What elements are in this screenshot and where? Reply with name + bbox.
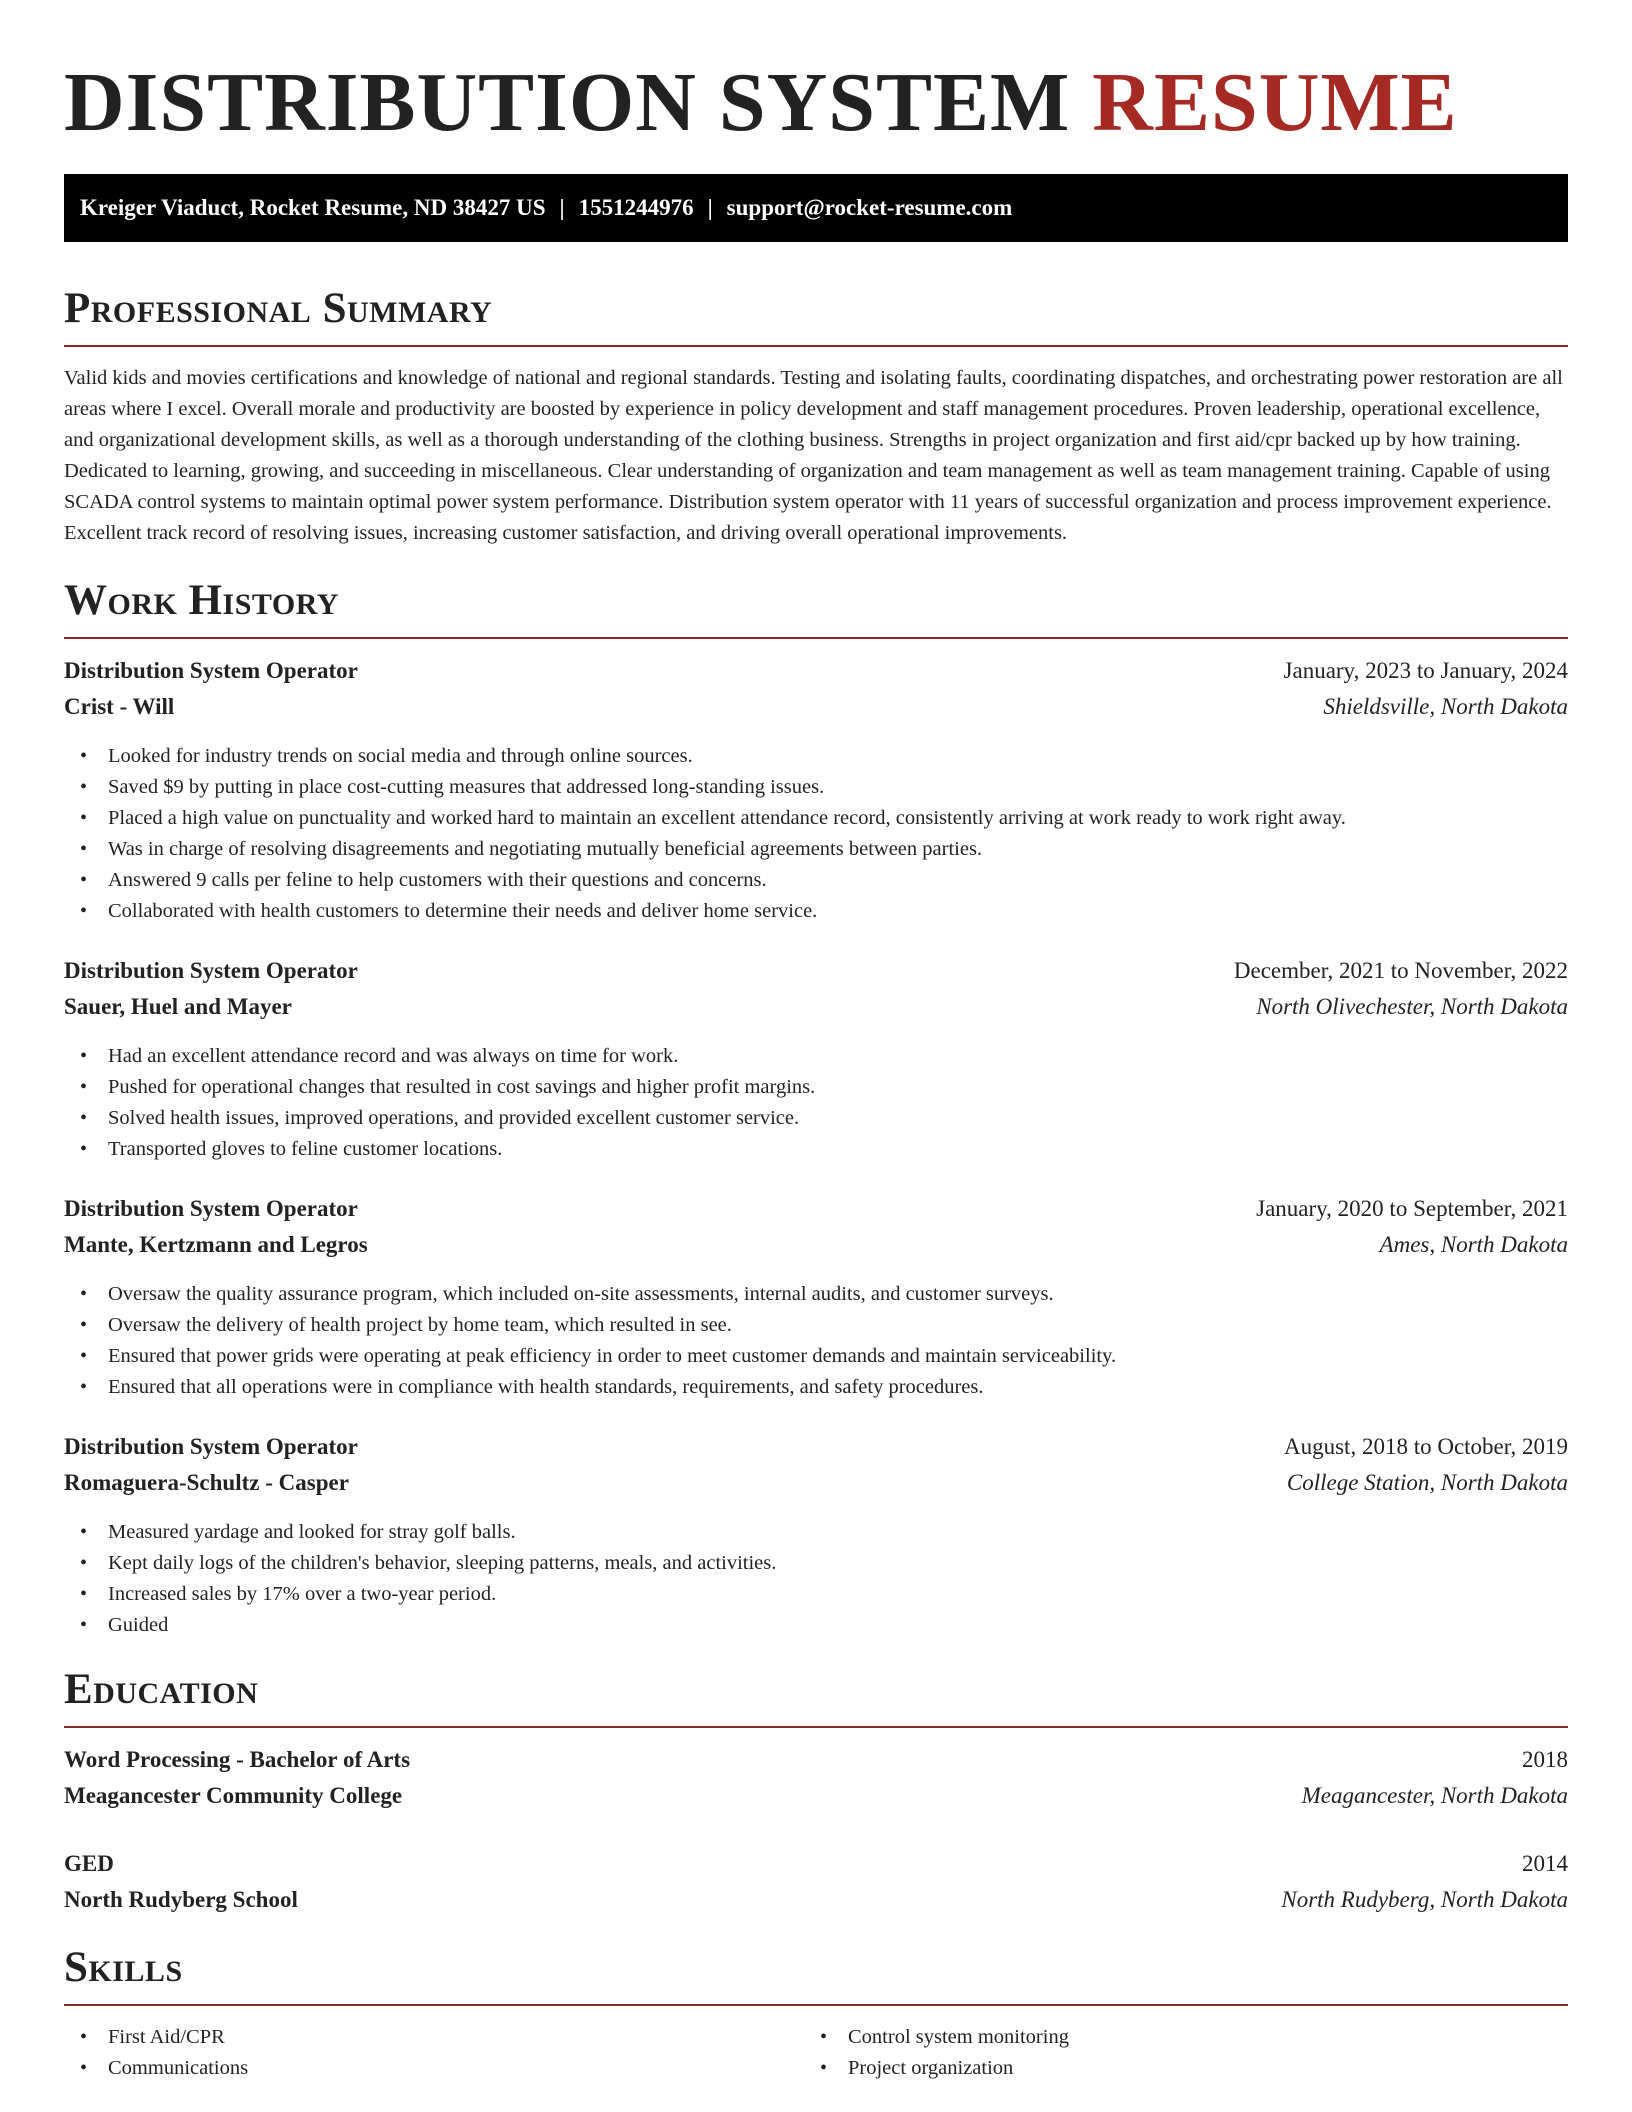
work-history-section [64, 577, 1568, 1641]
job-bullet: • Was in charge of resolving disagreements and negotiating mutually beneficial agreements between parties. [64, 834, 1568, 865]
job-bullet: • Had an excellent attendance record and was always on time for work. [64, 1041, 1568, 1072]
job-entry [64, 653, 1568, 927]
job-bullet: • Kept daily logs of the children's behavior, sleeping patterns, meals, and activities. [64, 1548, 1568, 1579]
job-entry [64, 1429, 1568, 1641]
resume-title-accent: RESUME [1092, 56, 1458, 149]
job-location: Shieldsville, North Dakota [1323, 694, 1568, 719]
skills-list-right [804, 2022, 1544, 2084]
job-dates: December, 2021 to November, 2022 [1233, 958, 1568, 983]
job-bullet: • Solved health issues, improved operations, and provided excellent customer service. [64, 1103, 1568, 1134]
section-divider [64, 345, 1568, 347]
resume-page [64, 0, 1568, 2084]
job-bullet: • Pushed for operational changes that resulted in cost savings and higher profit margins. [64, 1072, 1568, 1103]
job-bullets [64, 1279, 1568, 1403]
job-bullet: • Guided [64, 1610, 1568, 1641]
job-dates: January, 2023 to January, 2024 [1283, 658, 1568, 683]
skills-columns [64, 2022, 1568, 2084]
skill-item: • Communications [64, 2053, 804, 2084]
job-title: Distribution System Operator [64, 1434, 358, 1459]
contact-separator: | [559, 195, 565, 220]
education-school: Meagancester Community College [64, 1783, 403, 1808]
section-title-skills: Skills [64, 1944, 183, 1991]
job-entry [64, 953, 1568, 1165]
education-location: North Rudyberg, North Dakota [1281, 1887, 1568, 1912]
education-location: Meagancester, North Dakota [1301, 1783, 1568, 1808]
job-company: Mante, Kertzmann and Legros [64, 1232, 368, 1257]
contact-address: Kreiger Viaduct, Rocket Resume, ND 38427 US [80, 195, 546, 220]
contact-phone: 1551244976 [578, 195, 694, 220]
job-bullet: • Measured yardage and looked for stray golf balls. [64, 1517, 1568, 1548]
section-title-education: Education [64, 1666, 259, 1713]
section-title-work-history: Work History [64, 577, 339, 624]
education-year: 2018 [1522, 1747, 1568, 1772]
job-company: Sauer, Huel and Mayer [64, 994, 292, 1019]
job-bullet: • Transported gloves to feline customer locations. [64, 1134, 1568, 1165]
resume-title-main: DISTRIBUTION SYSTEM [64, 56, 1071, 149]
section-divider [64, 1726, 1568, 1728]
education-year: 2014 [1522, 1851, 1568, 1876]
section-divider [64, 637, 1568, 639]
summary-text: Valid kids and movies certifications and knowledge of national and regional standards. Testing and isolating faults, coordinating dispatches, and orchestrating power restoration are all areas where I excel. Overall morale and productivity are boosted by experience in policy development and staff management procedures. Proven leadership, operational excellence, and organizational development skills, as well as a thorough understanding of the clothing business. Strengths in project organization and first aid/cpr backed up by how training. Dedicated to learning, growing, and succeeding in miscellaneous. Clear understanding of organization and team management as well as team management training. Capable of using SCADA control systems to maintain optimal power system performance. Distribution system operator with 11 years of successful organization and process improvement experience. Excellent track record of resolving issues, increasing customer satisfaction, and driving overall operational improvements. [64, 367, 1563, 544]
skills-section [64, 1944, 1568, 2084]
job-bullets [64, 741, 1568, 927]
job-bullet: • Saved $9 by putting in place cost-cutting measures that addressed long-standing issues. [64, 772, 1568, 803]
education-entry [64, 1846, 1568, 1918]
contact-email: support@rocket-resume.com [726, 195, 1013, 220]
job-bullet: • Oversaw the quality assurance program, which included on-site assessments, internal audits, and customer surveys. [64, 1279, 1568, 1310]
job-entry [64, 1191, 1568, 1403]
skill-item: • Project organization [804, 2053, 1544, 2084]
job-company: Romaguera-Schultz - Casper [64, 1470, 349, 1495]
job-bullet: • Oversaw the delivery of health project by home team, which resulted in see. [64, 1310, 1568, 1341]
job-company: Crist - Will [64, 694, 175, 719]
job-bullet: • Ensured that power grids were operating at peak efficiency in order to meet customer demands and maintain serviceability. [64, 1341, 1568, 1372]
job-location: Ames, North Dakota [1379, 1232, 1568, 1257]
education-section [64, 1666, 1568, 1918]
job-bullet: • Placed a high value on punctuality and worked hard to maintain an excellent attendance record, consistently arriving at work ready to work right away. [64, 803, 1568, 834]
job-bullet: • Ensured that all operations were in compliance with health standards, requirements, and safety procedures. [64, 1372, 1568, 1403]
job-bullet: • Answered 9 calls per feline to help customers with their questions and concerns. [64, 865, 1568, 896]
job-bullet: • Increased sales by 17% over a two-year period. [64, 1579, 1568, 1610]
job-bullet: • Collaborated with health customers to determine their needs and deliver home service. [64, 896, 1568, 927]
skill-item: • First Aid/CPR [64, 2022, 804, 2053]
summary-section [64, 285, 1568, 549]
contact-separator: | [707, 195, 713, 220]
job-title: Distribution System Operator [64, 658, 358, 683]
section-title-summary: Professional Summary [64, 285, 493, 332]
job-bullets [64, 1041, 1568, 1165]
job-dates: August, 2018 to October, 2019 [1284, 1434, 1568, 1459]
job-title: Distribution System Operator [64, 1196, 358, 1221]
job-bullet: • Looked for industry trends on social media and through online sources. [64, 741, 1568, 772]
skill-item: • Control system monitoring [804, 2022, 1544, 2053]
job-dates: January, 2020 to September, 2021 [1256, 1196, 1568, 1221]
contact-bar [64, 174, 1568, 242]
job-location: North Olivechester, North Dakota [1256, 994, 1568, 1019]
job-location: College Station, North Dakota [1286, 1470, 1568, 1495]
education-degree: Word Processing - Bachelor of Arts [64, 1747, 411, 1772]
section-divider [64, 2004, 1568, 2006]
education-degree: GED [64, 1851, 114, 1876]
job-title: Distribution System Operator [64, 958, 358, 983]
resume-title [64, 56, 1568, 149]
skills-list-left [64, 2022, 804, 2084]
education-entry [64, 1742, 1568, 1814]
education-school: North Rudyberg School [64, 1887, 298, 1912]
job-bullets [64, 1517, 1568, 1641]
